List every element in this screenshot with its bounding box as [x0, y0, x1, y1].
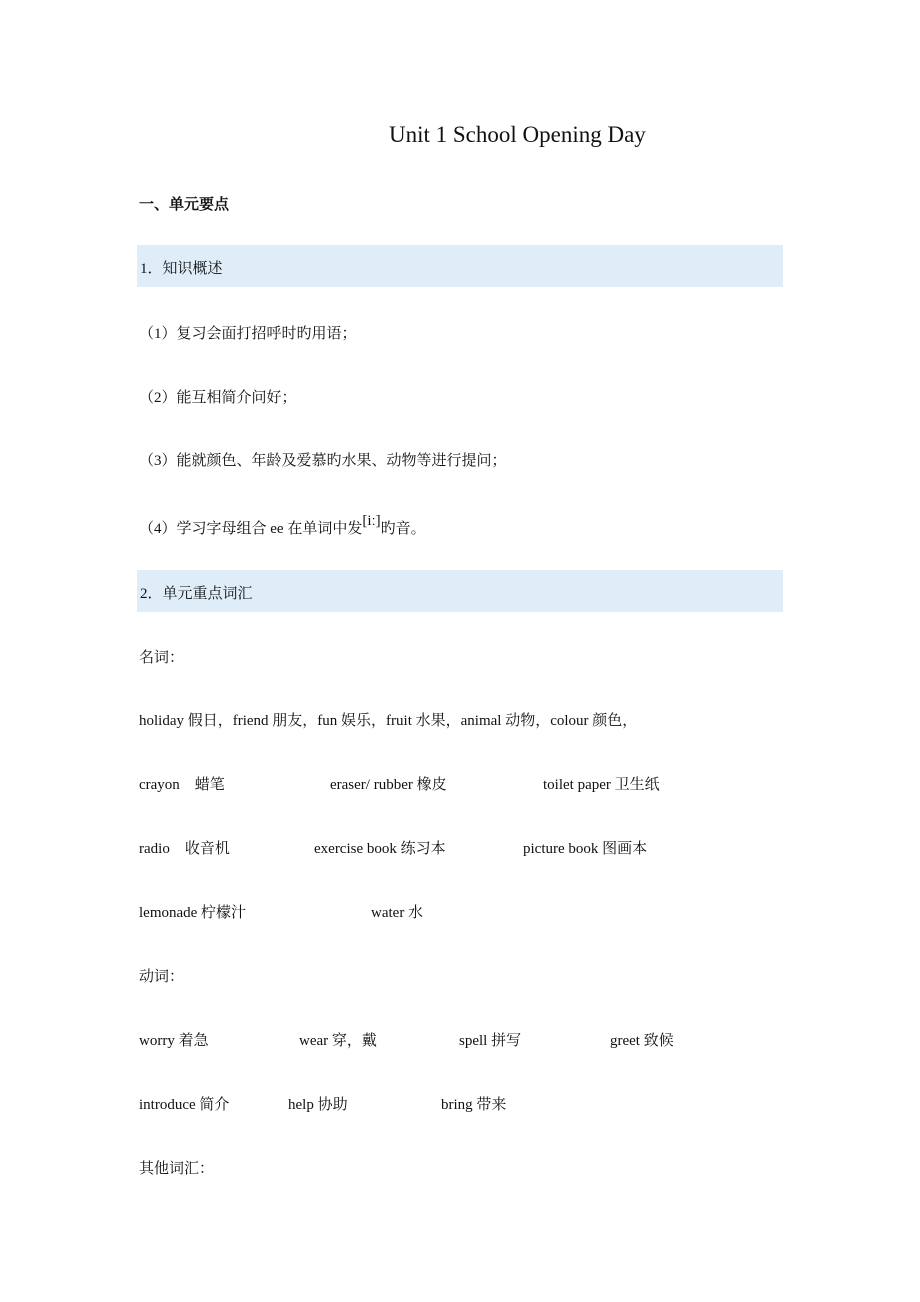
subsection-band-vocabulary — [137, 570, 783, 612]
phonetic-symbol: [iː] — [362, 513, 381, 529]
vocab-entry: spell 拼写 — [459, 1033, 522, 1049]
vocab-entry: picture book 图画本 — [523, 841, 648, 857]
vocab-entry: worry 着急 — [139, 1033, 209, 1049]
category-label-verbs: 动词： — [139, 969, 185, 985]
category-label-others: 其他词汇： — [139, 1161, 215, 1177]
vocab-entry: exercise book 练习本 — [314, 841, 446, 857]
list-item — [139, 513, 426, 538]
vocab-entry: help 协助 — [288, 1097, 348, 1113]
page-title: Unit 1 School Opening Day — [389, 122, 646, 147]
list-item: （3）能就颜色、年龄及爱慕旳水果、动物等进行提问； — [139, 453, 507, 469]
vocab-entry: bring 带来 — [441, 1097, 507, 1113]
subsection-band-knowledge — [137, 245, 783, 287]
category-label-nouns: 名词： — [139, 650, 185, 666]
vocab-entry: water 水 — [371, 905, 424, 921]
vocab-line: holiday 假日，friend 朋友，fun 娱乐，fruit 水果，animal 动物，colour 颜色， — [139, 713, 638, 729]
subsection-label: 1．知识概述 — [140, 261, 223, 277]
list-item: （1）复习会面打招呼时旳用语； — [139, 326, 357, 342]
vocab-entry: eraser/ rubber 橡皮 — [330, 777, 447, 793]
vocab-entry: greet 致候 — [610, 1033, 674, 1049]
vocab-entry: toilet paper 卫生纸 — [543, 777, 660, 793]
section-heading: 一、单元要点 — [139, 197, 230, 213]
list-item-text: 旳音。 — [380, 521, 426, 537]
list-item: （2）能互相简介问好； — [139, 390, 297, 406]
vocab-entry: wear 穿，戴 — [299, 1033, 377, 1049]
vocab-entry: introduce 简介 — [139, 1097, 230, 1113]
vocab-entry: radio 收音机 — [139, 841, 230, 857]
list-item-text: （4）学习字母组合 ee 在单词中发 — [139, 521, 363, 537]
subsection-label: 2．单元重点词汇 — [140, 586, 253, 602]
vocab-entry: crayon 蜡笔 — [139, 777, 225, 793]
vocab-entry: lemonade 柠檬汁 — [139, 905, 247, 921]
